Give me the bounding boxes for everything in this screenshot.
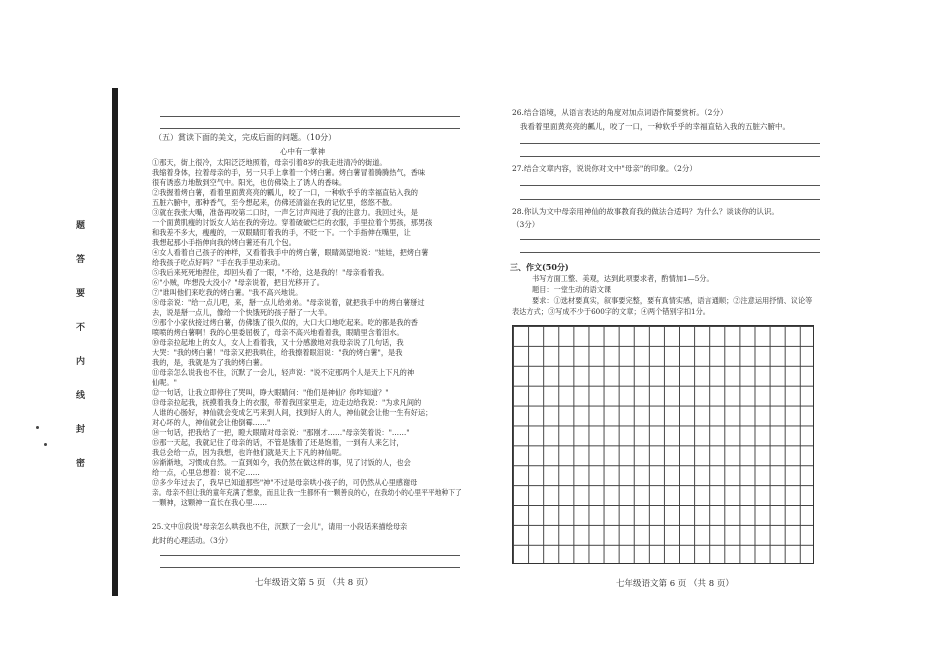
scan-speck bbox=[36, 426, 39, 429]
essay-line: 和我差不多大，瘦瘦的，一双眼睛盯着我的手，不眨一下。一个手指伸在嘴里，让 bbox=[152, 228, 411, 237]
answer-line bbox=[160, 567, 460, 568]
essay-line: 去，说是掰一点儿，像给一个快饿死的孩子掰了一大半。 bbox=[152, 308, 332, 317]
margin-label: 封 bbox=[76, 425, 86, 435]
composition-rule: 书写方面工整、美观，达到此项要求者，酌情加1—5分。 bbox=[532, 274, 714, 283]
answer-line bbox=[160, 116, 460, 117]
margin-label: 题 bbox=[76, 221, 86, 231]
essay-line: ⑤我后来死死地捏住，却回头看了一眼，"不给，这是我的！"母亲看着我。 bbox=[152, 268, 389, 277]
essay-line: 五脏六腑中，那种香气，至今想起来，仿佛还清溢在我的记忆里，悠悠不散。 bbox=[152, 198, 397, 207]
composition-header: 三、作文(50分) bbox=[510, 262, 569, 272]
essay-line: 我缩着身体，拉着母亲的手，另一只手上拿着一个烤白薯。烤白薯冒着腾腾热气，香味 bbox=[152, 168, 426, 177]
essay-line: 大哭："我的烤白薯！"母亲又把我哄住，给我擦着眼泪说："我的烤白薯"，是我 bbox=[152, 348, 403, 357]
composition-writing-grid[interactable] bbox=[512, 325, 814, 564]
question-26: 26.结合语境，从语言表达的角度对加点词语作简要赏析。（2分） bbox=[512, 108, 728, 117]
section-header: （五）賞读下面的美文，完成后面的问题。（10分） bbox=[154, 133, 337, 142]
essay-line: ⑯渐渐地，习惯成自然。一直到如今，我仍然在做这样的事，见了讨饭的人，也会 bbox=[152, 458, 411, 467]
question-28: 28.你认为文中母亲用神仙的故事教育我的做法合适吗？为什么？谈谈你的认识。 bbox=[512, 207, 779, 216]
answer-line bbox=[160, 128, 460, 129]
essay-line: 人谁的心肠好，神仙就会变成乞丐来到人间，找到好人的人，神仙就会让他一生有好运； bbox=[152, 408, 433, 417]
question-25: 25.文中⑪段说"母亲怎么哄我也不住，沉默了一会儿"，请用一小段话来描绘母亲 bbox=[152, 522, 408, 531]
essay-title: 心中有一掌神 bbox=[280, 147, 325, 156]
answer-line bbox=[160, 555, 460, 556]
essay-line: 很有诱惑力地散到空气中。阳光，也仿佛染上了诱人的香味。 bbox=[152, 178, 347, 187]
essay-line: ⑰多少年过去了，我早已知道那些"神"不过是母亲哄小孩子的，可仍然从心里感谢母 bbox=[152, 478, 418, 487]
margin-label: 要 bbox=[76, 289, 86, 299]
answer-line bbox=[520, 199, 820, 200]
margin-label: 答 bbox=[76, 255, 86, 265]
question-28-score: （3分） bbox=[512, 220, 540, 229]
essay-line: 对心坏的人，神仙就会让他倒霉……" bbox=[152, 418, 271, 427]
question-25-line2: 此时的心理活动。（3分） bbox=[152, 536, 233, 545]
essay-line: 给我孩子吃点好吗？"手在我手里动来动。 bbox=[152, 258, 285, 267]
question-26-quote: 我看着里面黄亮亮的瓤儿，咬了一口，一种软乎乎的幸福直钻入我的五脏六腑中。 bbox=[520, 122, 790, 131]
page-footer-right: 七年级语文第 6 页 （共 8 页） bbox=[616, 579, 734, 589]
essay-line: ⑮那一天起，我就记住了母亲的话，不管是饿着了还是饱着，一到有人来乞讨， bbox=[152, 438, 404, 447]
margin-label: 内 bbox=[76, 357, 86, 367]
essay-line: 亲。母亲不但让我的童年充满了想象，而且让我一生都怀有一颗善良的心，在我幼小的心里平平地种下了 bbox=[152, 488, 462, 497]
essay-line: 我总会给一点，因为我想，也许他们就是天上下凡的神仙呢。 bbox=[152, 448, 347, 457]
composition-requirements: 要求：①选材要真实，叙事要完整，要有真情实感，语言通顺；②注意运用抒情、议论等 bbox=[532, 296, 813, 305]
composition-requirements-2: 表达方式；③写成不少于600字的文章；④两个错别字扣1分。 bbox=[512, 307, 710, 316]
essay-line: 一个面黄肌瘦的讨饭女人站在我的旁边。穿着破破烂烂的衣服，手里拉着个男孩，那男孩 bbox=[152, 218, 433, 227]
essay-line: ⑪母亲怎么说我也不住，沉默了一会儿，轻声说："说不定那两个人是天上下凡的神 bbox=[152, 368, 415, 377]
essay-line: 喷喷的烤白薯啊！我的心里委屈极了，母亲不高兴地看着我，眼睛里含着泪水。 bbox=[152, 328, 404, 337]
essay-line: ⑨那个小家伙接过烤白薯，仿佛饿了很久似的，大口大口地吃起来。吃的都是我的香 bbox=[152, 318, 418, 327]
question-27: 27.结合文章内容，说说你对文中"母亲"的印象。（2分） bbox=[512, 164, 697, 173]
essay-line: ④女人看着自己孩子的神样，又看着我手中的烤白薯，眼睛渴望地说："娃娃，把烤白薯 bbox=[152, 248, 429, 257]
binding-strip bbox=[112, 88, 118, 596]
page-footer-left: 七年级语文第 5 页 （共 8 页） bbox=[255, 578, 373, 588]
essay-line: ③就在我张大嘴，准备再咬第二口时，一声乞讨声闯进了我的注意力。我回过头，是 bbox=[152, 208, 418, 217]
essay-line: 给一点，心里总想着：说不定…… bbox=[152, 468, 260, 477]
essay-line: ⑭一句话，把我给了一把，瞪大眼睛对母亲说："那刚才……"母亲笑着说："……" bbox=[152, 428, 410, 437]
margin-label: 线 bbox=[76, 391, 86, 401]
essay-line: 我的，是，我就是为了我的烤白薯。 bbox=[152, 358, 268, 367]
essay-line: ⑥"小贼，咋想没大没小？"母亲说着，把目光移开了。 bbox=[152, 278, 324, 287]
scan-speck bbox=[44, 443, 47, 446]
essay-line: ⑦"谁叫他们来吃我的烤白薯。"我不高兴地说。 bbox=[152, 288, 303, 297]
answer-line bbox=[520, 252, 820, 253]
margin-label: 不 bbox=[76, 323, 86, 333]
essay-line: 仙呢。" bbox=[152, 378, 177, 387]
essay-line: 一颗神，这颗神一直长在我心里…… bbox=[152, 498, 268, 507]
margin-label: 密 bbox=[76, 459, 86, 469]
composition-topic: 题目：一堂生动的语文课 bbox=[532, 285, 612, 294]
essay-line: 我想起那小手指伸向我的烤白薯还有几个包。 bbox=[152, 238, 296, 247]
essay-line: ②我握着烤白薯，看着里面黄亮亮的瓤儿，咬了一口，一种软乎乎的幸福直钻入我的 bbox=[152, 188, 418, 197]
answer-line bbox=[520, 239, 820, 240]
essay-line: ⑬母亲拉起我，抚摸着我身上的衣服，带着我回家里走，边走边给我说："为求凡间的 bbox=[152, 398, 422, 407]
essay-line: ⑩母亲拉起地上的女人，女人上看着我，又十分感激地对我母亲说了几句话，我 bbox=[152, 338, 404, 347]
answer-line bbox=[520, 156, 820, 157]
essay-line: ⑫一句话，让我立即停住了哭叫，睁大眼睛问："他们是神仙？你咋知道？" bbox=[152, 388, 389, 397]
essay-line: ⑧母亲说："给一点儿吧，来，掰一点儿给弟弟。"母亲说着，就把我手中的烤白薯掰过 bbox=[152, 298, 425, 307]
essay-line: ①那天，街上很冷，太阳泛泛地照着，母亲引着8岁的我走进清冷的街道。 bbox=[152, 158, 387, 167]
answer-line bbox=[520, 185, 820, 186]
answer-line bbox=[520, 143, 820, 144]
